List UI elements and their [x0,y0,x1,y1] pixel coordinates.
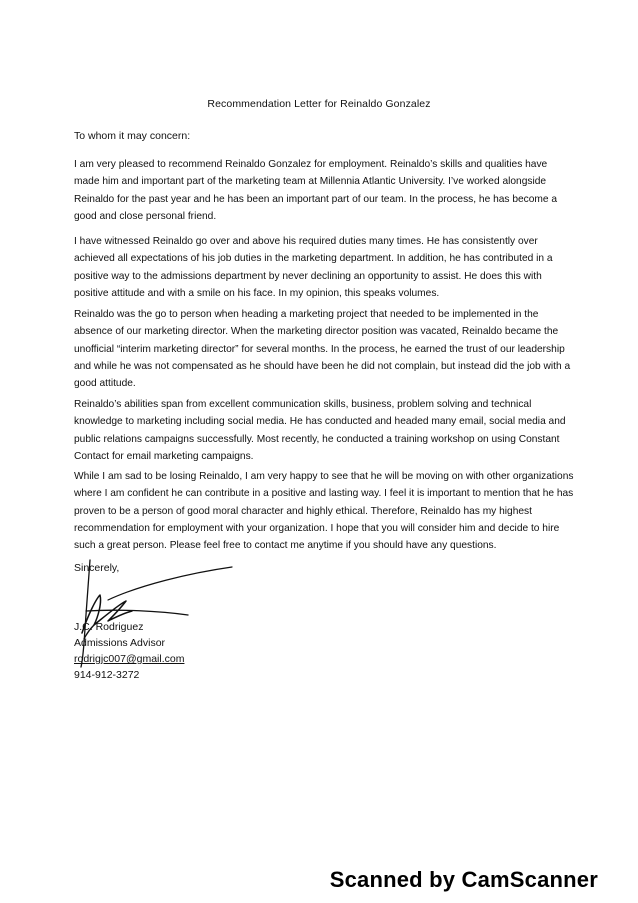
letter-paragraph-3: Reinaldo was the go to person when heading a marketing project that needed to be implemented in the absence of our marketing director. When the marketing director position was vacated, Reinaldo became the unofficial “interim marketing director” for several months. In the process, he earned the trust of our leadership and while he was not compensated as he should have been he did not complain, but instead did the job with a good attitude. [74,309,571,390]
letter-paragraph-1: I am very pleased to recommend Reinaldo Gonzalez for employment. Reinaldo’s skills and qualities have made him and important part of the marketing team at Millennia Atlantic University. I’ve worked alongside Reinaldo for the past year and he has been an important part of our team. In the process, he has become a good and close personal friend. [74,159,558,222]
letter-paragraph-2: I have witnessed Reinaldo go over and above his required duties many times. He has consistently over achieved all expectations of his job duties in the marketing department. In addition, he has contributed in a positive way to the admissions department by never declining an opportunity to assist. He does this with positive attitude and with a smile on his face. In my opinion, this speaks volumes. [74,236,553,299]
signer-phone: 914-912-3272 [74,669,140,681]
signer-title: Admissions Advisor [74,637,166,649]
letter-salutation: To whom it may concern: [74,130,191,142]
letter-paragraph-5: While I am sad to be losing Reinaldo, I am very happy to see that he will be moving on with other organizations where I am confident he can contribute in a positive and lasting way. I feel it is important to mention that he has proven to be a person of good moral character and highly ethical. Therefore, Reinaldo has my highest recommendation for employment with your organization. I hope that you will consider him and decide to hire such a great person. Please feel free to contact me anytime if you should have any questions. [74,471,574,552]
letter-closing: Sincerely, [74,562,120,574]
signer-name: J.C. Rodriguez [74,621,144,633]
camscanner-watermark: Scanned by CamScanner [329,867,598,892]
signer-email: rodrigjc007@gmail.com [74,653,185,665]
letter-title: Recommendation Letter for Reinaldo Gonzalez [207,98,431,110]
letter-paragraph-4: Reinaldo’s abilities span from excellent communication skills, business, problem solving and technical knowledge to marketing including social media. He has conducted and headed many email, social media and public relations campaigns successfully. Most recently, he conducted a training workshop on using Constant Contact for email marketing campaigns. [74,399,566,462]
